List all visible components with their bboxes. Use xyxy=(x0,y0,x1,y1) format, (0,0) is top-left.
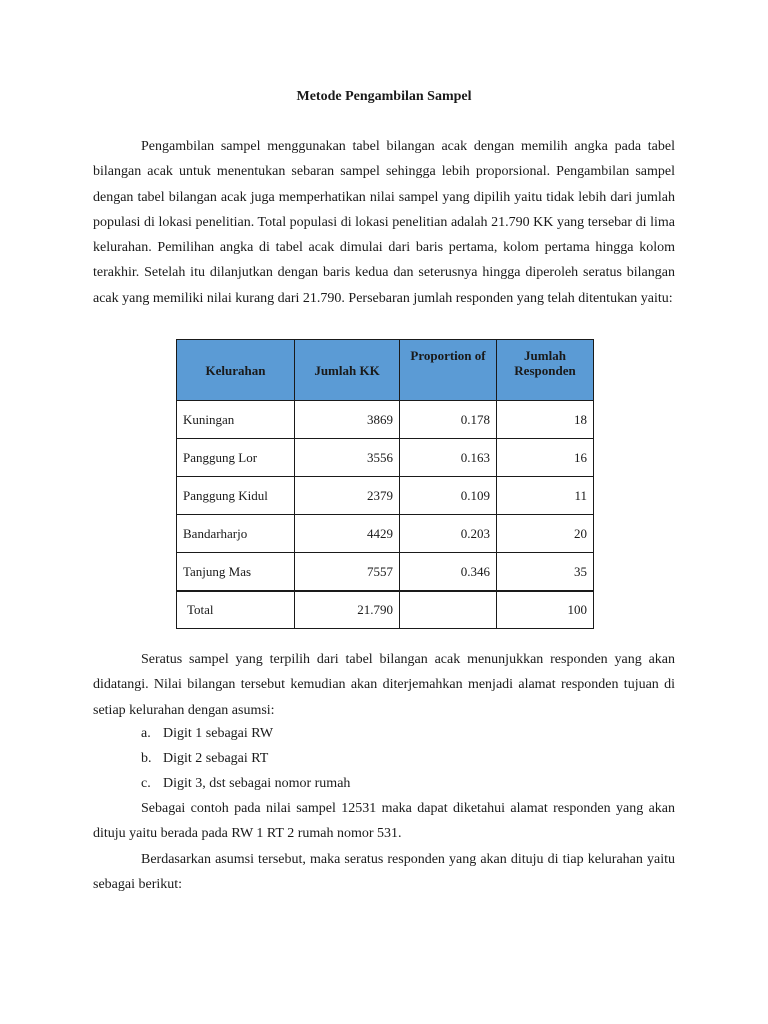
column-header: Jumlah Responden xyxy=(497,340,594,401)
table-cell: 0.178 xyxy=(400,401,497,439)
page-title: Metode Pengambilan Sampel xyxy=(296,89,472,104)
table-cell: Panggung Lor xyxy=(177,439,295,477)
assumption-paragraph: Seratus sampel yang terpilih dari tabel bilangan acak menunjukkan responden yang akan didatangi. Nilai bilangan tersebut kemudian akan diterjemahkan menjadi alamat responden tujuan di setiap kelurahan dengan asumsi: xyxy=(93,652,675,718)
list-marker: c. xyxy=(141,776,151,791)
table-header-row xyxy=(177,340,594,401)
column-header: Proportion of xyxy=(400,340,497,401)
table-row xyxy=(177,401,594,439)
table-total-row xyxy=(177,591,594,629)
list-marker: b. xyxy=(141,751,152,766)
table-row xyxy=(177,477,594,515)
assumption-list xyxy=(141,721,350,796)
table-cell: 16 xyxy=(497,439,594,477)
table-cell: Bandarharjo xyxy=(177,515,295,553)
table-cell: 2379 xyxy=(295,477,400,515)
table-cell: 0.163 xyxy=(400,439,497,477)
table-cell: Panggung Kidul xyxy=(177,477,295,515)
list-marker: a. xyxy=(141,726,151,741)
table-cell: 7557 xyxy=(295,553,400,592)
table-cell: 21.790 xyxy=(295,591,400,629)
table-cell: 0.346 xyxy=(400,553,497,592)
respondent-table xyxy=(176,339,594,629)
list-text: Digit 1 sebagai RW xyxy=(163,726,274,741)
table-cell: 3556 xyxy=(295,439,400,477)
table-cell: 11 xyxy=(497,477,594,515)
column-header: Kelurahan xyxy=(177,340,295,401)
list-item xyxy=(141,721,350,746)
table-cell: Kuningan xyxy=(177,401,295,439)
table-cell: 20 xyxy=(497,515,594,553)
table-cell: 3869 xyxy=(295,401,400,439)
list-text: Digit 3, dst sebagai nomor rumah xyxy=(163,776,351,791)
table-cell: 0.203 xyxy=(400,515,497,553)
table-cell xyxy=(400,591,497,629)
table-cell: 18 xyxy=(497,401,594,439)
table-cell: 0.109 xyxy=(400,477,497,515)
example-paragraph: Sebagai contoh pada nilai sampel 12531 maka dapat diketahui alamat responden yang akan dituju yaitu berada pada RW 1 RT 2 rumah nomor 531. xyxy=(93,801,675,842)
table-row xyxy=(177,553,594,592)
table-row xyxy=(177,439,594,477)
intro-paragraph: Pengambilan sampel menggunakan tabel bilangan acak dengan memilih angka pada tabel bilangan acak untuk menentukan sebaran sampel sehingga lebih proporsional. Pengambilan sampel dengan tabel bilangan acak juga memperhatikan nilai sampel yang dipilih yaitu tidak lebih dari jumlah populasi di lokasi penelitian. Total populasi di lokasi penelitian adalah 21.790 KK yang tersebar di lima kelurahan. Pemilihan angka di tabel acak dimulai dari baris pertama, kolom pertama hingga kolom terakhir. Setelah itu dilanjutkan dengan baris kedua dan seterusnya hingga diperoleh seratus bilangan acak yang memiliki nilai kurang dari 21.790. Persebaran jumlah responden yang telah ditentukan yaitu: xyxy=(93,139,675,306)
list-item xyxy=(141,746,350,771)
table-cell: Tanjung Mas xyxy=(177,553,295,592)
table-cell: 4429 xyxy=(295,515,400,553)
table-cell: Total xyxy=(177,591,295,629)
table-cell: 35 xyxy=(497,553,594,592)
table-row xyxy=(177,515,594,553)
table-cell: 100 xyxy=(497,591,594,629)
list-item xyxy=(141,771,350,796)
column-header: Jumlah KK xyxy=(295,340,400,401)
conclusion-paragraph: Berdasarkan asumsi tersebut, maka seratus responden yang akan dituju di tiap kelurahan yaitu sebagai berikut: xyxy=(93,852,675,893)
list-text: Digit 2 sebagai RT xyxy=(163,751,269,766)
